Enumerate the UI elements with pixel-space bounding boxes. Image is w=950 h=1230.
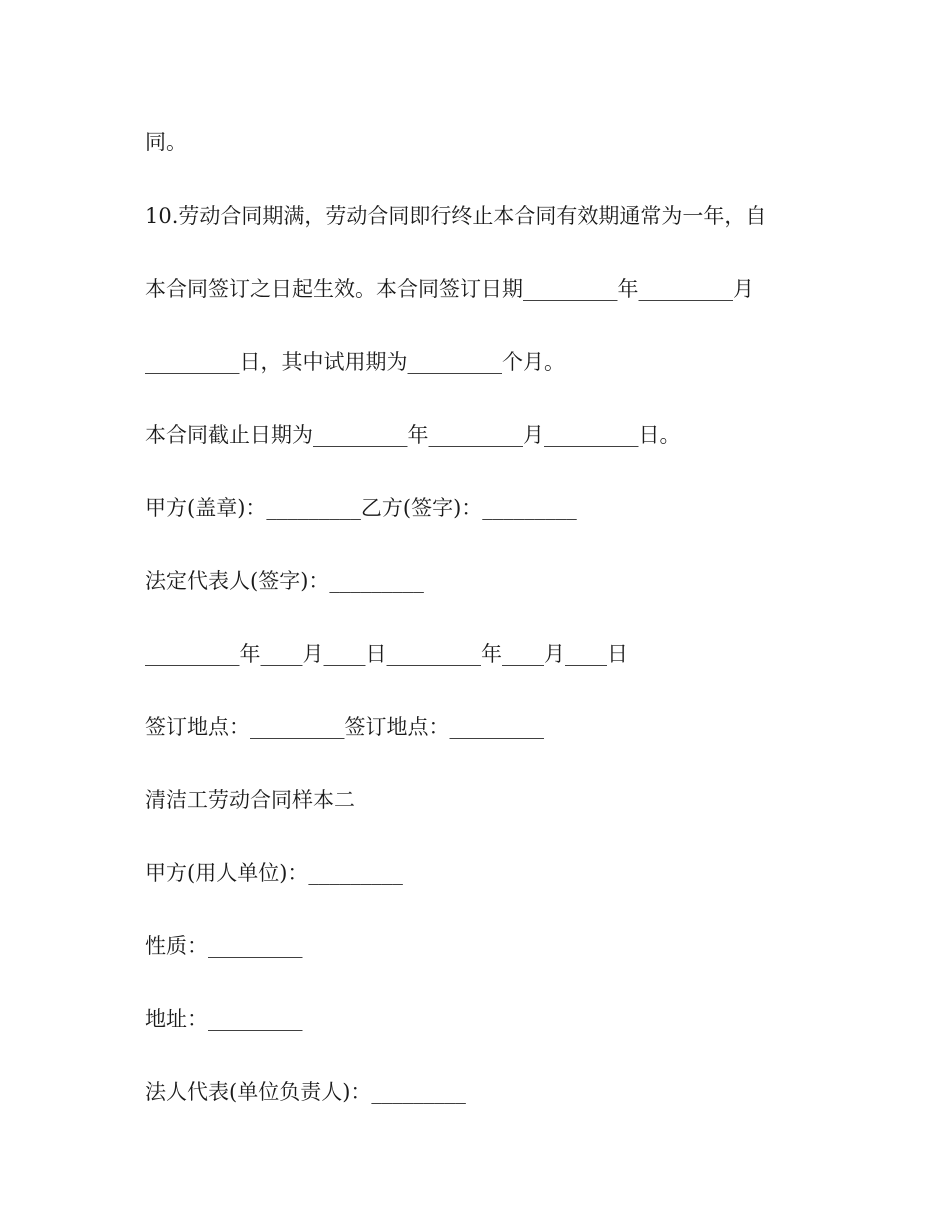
signature-legal-representative: 法定代表人(签字)：_________ bbox=[145, 569, 424, 593]
field-nature: 性质：_________ bbox=[145, 934, 303, 958]
field-address: 地址：_________ bbox=[145, 1007, 303, 1031]
paragraph-probation-period: _________日，其中试用期为_________个月。 bbox=[145, 350, 565, 374]
section-title-sample-two: 清洁工劳动合同样本二 bbox=[145, 788, 355, 812]
field-legal-representative: 法人代表(单位负责人)：_________ bbox=[145, 1080, 466, 1104]
paragraph-line-continuation: 同。 bbox=[145, 130, 187, 154]
signing-locations: 签订地点：_________签订地点：_________ bbox=[145, 715, 544, 739]
paragraph-end-date: 本合同截止日期为_________年_________月_________日。 bbox=[145, 423, 681, 447]
paragraph-signing-date: 本合同签订之日起生效。本合同签订日期_________年_________月 bbox=[145, 277, 754, 301]
signature-party-a-b: 甲方(盖章)：_________乙方(签字)：_________ bbox=[145, 496, 577, 520]
field-employer: 甲方(用人单位)：_________ bbox=[145, 861, 403, 885]
paragraph-clause-10: 10.劳动合同期满，劳动合同即行终止本合同有效期通常为一年，自 bbox=[145, 204, 767, 228]
signature-dates: _________年____月____日_________年____月____日 bbox=[145, 642, 628, 666]
